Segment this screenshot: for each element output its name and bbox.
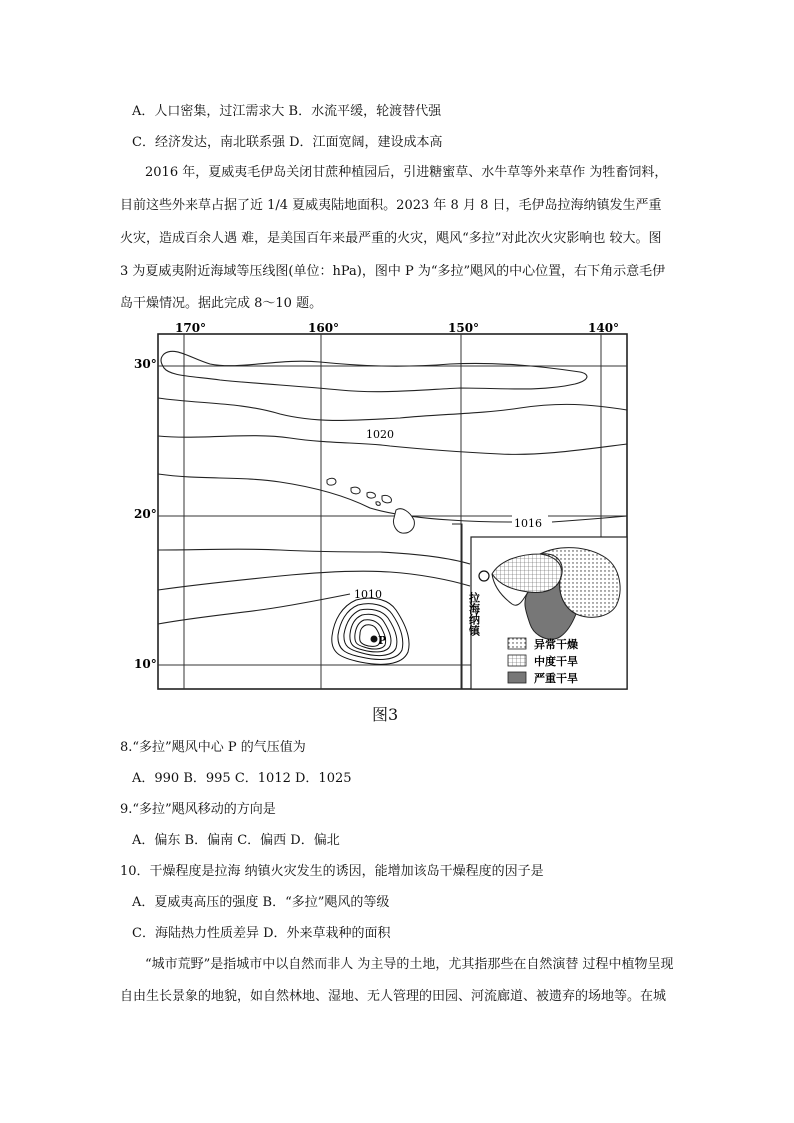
figure-caption: 图3 bbox=[372, 705, 399, 724]
lon-label: 160° bbox=[308, 321, 340, 335]
isobar-label-1010: 1010 bbox=[354, 588, 382, 601]
question-options: C．海陆热力性质差异 D．外来草栽种的面积 bbox=[132, 926, 391, 941]
maui-inset bbox=[452, 524, 627, 689]
lat-label: 10° bbox=[134, 657, 157, 671]
isobar-map bbox=[120, 318, 632, 696]
passage1-line: 2016 年，夏威夷毛伊岛关闭甘蔗种植园后，引进糖蜜草、水牛草等外来草作 为牲畜饲料， bbox=[145, 165, 668, 180]
hurricane-center-dot bbox=[371, 636, 378, 643]
legend-swatch-abnormally-dry bbox=[508, 638, 526, 649]
legend-label: 中度干旱 bbox=[534, 655, 578, 668]
q7-options-cd: C．经济发达，南北联系强 D．江面宽阔，建设成本高 bbox=[132, 135, 443, 150]
legend-label: 异常干燥 bbox=[534, 638, 578, 651]
question-options: A．990 B．995 C．1012 D．1025 bbox=[132, 771, 352, 786]
lon-label: 150° bbox=[448, 321, 480, 335]
passage1-line: 3 为夏威夷附近海域等压线图(单位：hPa)，图中 P 为“多拉”飓风的中心位置，右下角示意毛伊 bbox=[120, 264, 666, 279]
lon-label: 140° bbox=[588, 321, 620, 335]
passage2-line: “城市荒野”是指城市中以自然而非人 为主导的土地，尤其指那些在自然演替 过程中植物呈现 bbox=[145, 957, 674, 972]
legend-swatch-moderate-drought bbox=[508, 655, 526, 666]
q7-options-ab: A．人口密集，过江需求大 B．水流平缓，轮渡替代强 bbox=[132, 104, 442, 119]
hurricane-isobars bbox=[332, 598, 409, 664]
lon-label: 170° bbox=[175, 321, 207, 335]
legend-swatch-severe-drought bbox=[508, 672, 526, 683]
isobar-label-1016: 1016 bbox=[514, 517, 542, 530]
lahaina-town-marker bbox=[479, 571, 489, 581]
isobar-label-1020: 1020 bbox=[366, 428, 394, 441]
passage2-line: 自由生长景象的地貌，如自然林地、湿地、无人管理的田园、河流廊道、被遗弃的场地等。在城 bbox=[120, 989, 667, 1004]
hawaii-islands bbox=[327, 478, 414, 533]
lahaina-town-label: 拉海纳镇 bbox=[467, 592, 481, 636]
question-options: A．偏东 B．偏南 C．偏西 D．偏北 bbox=[132, 833, 340, 848]
lat-label: 20° bbox=[134, 507, 157, 521]
passage1-line: 火灾，造成百余人遇 难，是美国百年来最严重的火灾，飓风“多拉”对此次火灾影响也 较大。图 bbox=[120, 231, 662, 246]
passage1-line: 目前这些外来草占据了近 1/4 夏威夷陆地面积。2023 年 8 月 8 日，毛伊岛拉海纳镇发生严重 bbox=[120, 198, 662, 213]
question-stem: 10．干燥程度是拉海 纳镇火灾发生的诱因，能增加该岛干燥程度的因子是 bbox=[120, 864, 544, 879]
lat-label: 30° bbox=[134, 357, 157, 371]
question-options: A．夏威夷高压的强度 B．“多拉”飓风的等级 bbox=[132, 895, 390, 910]
passage1-line: 岛干燥情况。据此完成 8～10 题。 bbox=[120, 296, 323, 311]
question-stem: 9.“多拉”飓风移动的方向是 bbox=[120, 802, 276, 817]
question-stem: 8.“多拉”飓风中心 P 的气压值为 bbox=[120, 740, 306, 755]
legend-label: 严重干旱 bbox=[534, 672, 578, 685]
hurricane-center-label: P bbox=[378, 634, 387, 647]
